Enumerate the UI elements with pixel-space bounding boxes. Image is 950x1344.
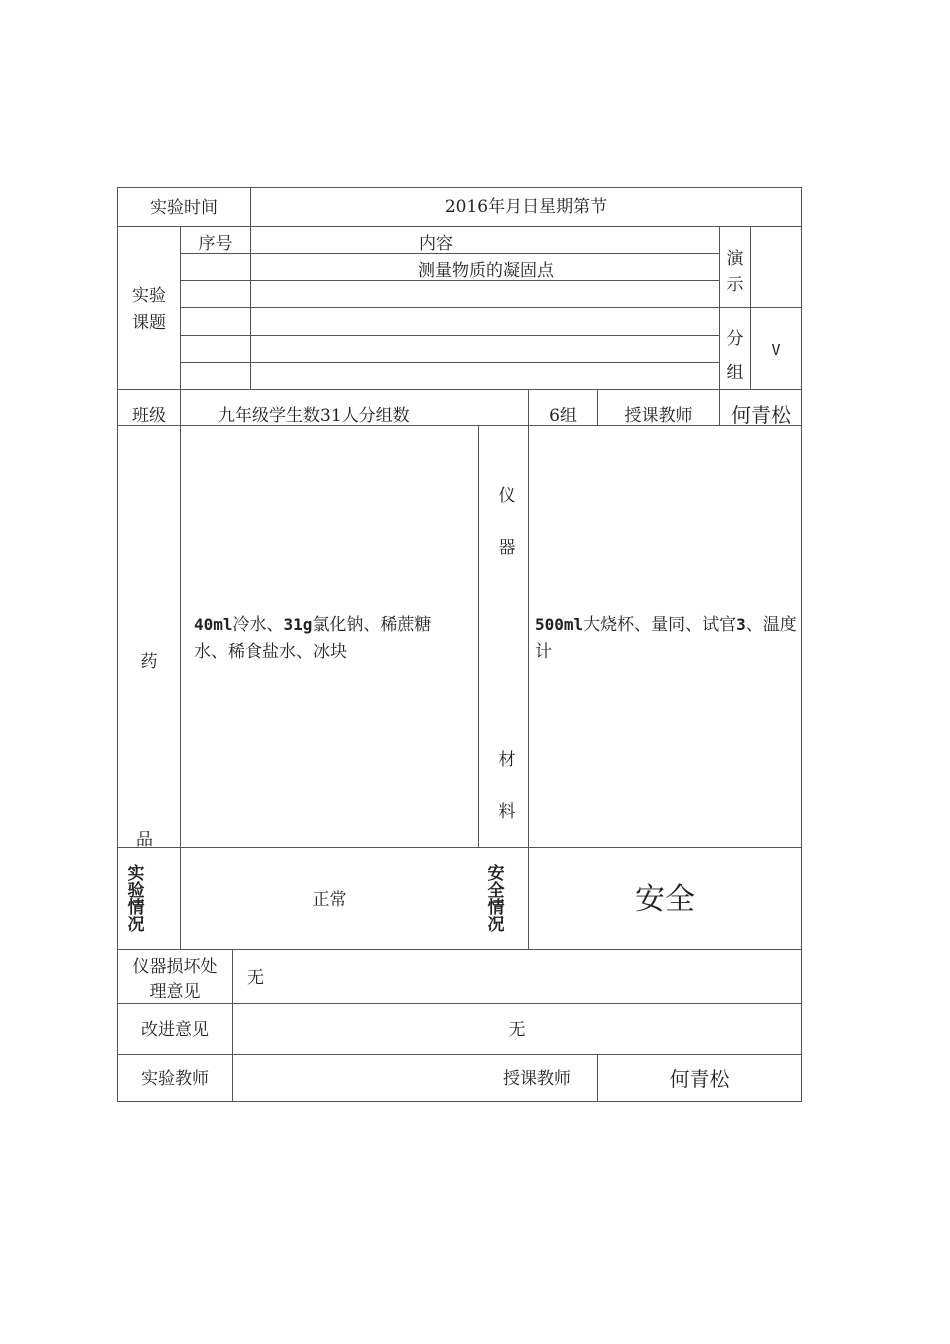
- exp-time-label: 实验时间: [150, 198, 218, 218]
- safety-label: 安全情况: [487, 864, 505, 935]
- row-divider: [117, 1054, 802, 1055]
- group-count: 6组: [549, 406, 577, 426]
- drug-label-char2: 品: [136, 830, 153, 850]
- damage-label-line2: 理意见: [149, 982, 201, 1002]
- table-border-bottom: [117, 1101, 802, 1102]
- damage-value: 无: [247, 968, 264, 988]
- material-label: 材料: [498, 750, 516, 822]
- instr-text-a: 大烧杯、量同、试官: [583, 615, 737, 635]
- improve-value: 无: [508, 1020, 526, 1040]
- content-header: 内容: [419, 234, 453, 254]
- table-border-right: [801, 187, 802, 1102]
- group-checkmark: V: [771, 341, 781, 359]
- teacher-label: 授课教师: [624, 406, 693, 426]
- teacher-label-2: 授课教师: [503, 1069, 571, 1089]
- drug-qty-a: 40ml: [194, 615, 233, 634]
- row-divider: [117, 949, 802, 950]
- topic-content: 测量物质的凝固点: [418, 261, 554, 281]
- damage-label-line1: 仪器损坏处: [132, 957, 218, 977]
- drug-text-a: 冷水、: [232, 615, 284, 635]
- group-label: 分组: [726, 329, 744, 383]
- topic-row-line: [180, 362, 720, 363]
- seq-header: 序号: [198, 234, 233, 254]
- topic-row-line: [180, 335, 720, 336]
- row-divider: [117, 389, 802, 390]
- drug-text-b: 氯化钠、稀蔗糖水、稀食盐水、冰块: [194, 615, 432, 662]
- drug-list: [194, 611, 462, 666]
- teacher-name: 何青松: [731, 403, 791, 427]
- demo-label: 演示: [726, 249, 744, 295]
- exp-status-value: 正常: [312, 890, 347, 910]
- col-divider: [180, 226, 181, 426]
- drug-label-char1: 药: [140, 652, 158, 672]
- row-divider: [117, 226, 802, 227]
- instr-qty-b: 3: [736, 615, 746, 634]
- col-divider: [750, 226, 751, 390]
- table-border-top: [117, 187, 802, 188]
- col-divider: [719, 226, 720, 390]
- instr-text-b: 、温度计: [535, 615, 797, 662]
- col-divider: [478, 425, 479, 848]
- safety-value: 安全: [635, 882, 695, 917]
- col-divider: [528, 389, 529, 848]
- class-label: 班级: [132, 406, 166, 426]
- col-divider: [180, 425, 181, 848]
- topic-label-line1: 实验: [132, 286, 166, 306]
- exp-status-label: 实验情况: [127, 864, 145, 935]
- row-divider: [117, 1003, 802, 1004]
- instr-qty-a: 500ml: [535, 615, 584, 634]
- row-divider: [117, 847, 802, 848]
- drug-qty-b: 31g: [283, 615, 313, 634]
- exp-time-value: 2016年月日星期第节: [444, 197, 608, 217]
- topic-row-line: [180, 307, 802, 308]
- instrument-label: 仪器: [498, 486, 516, 558]
- teacher-name-2: 何青松: [669, 1067, 730, 1091]
- class-value: 九年级学生数31人分组数: [218, 406, 410, 426]
- instrument-list: [535, 611, 797, 666]
- topic-label-line2: 课题: [132, 313, 166, 333]
- lab-teacher-label: 实验教师: [141, 1069, 209, 1089]
- improve-label: 改进意见: [141, 1020, 209, 1040]
